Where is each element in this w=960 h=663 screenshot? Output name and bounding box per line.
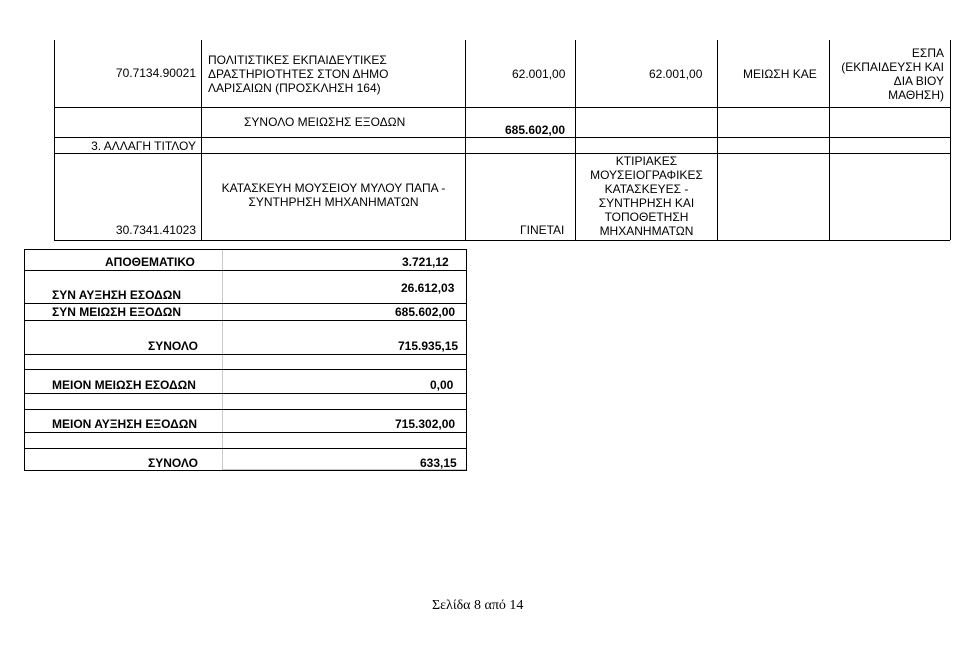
row3-becomes: ΓΙΝΕΤΑΙ xyxy=(520,223,565,237)
table-grid-line xyxy=(54,107,950,108)
reserve-label: ΑΠΟΘΕΜΑΤΙΚΟ xyxy=(105,255,195,269)
row1-note-line-1: ΕΣΠΑ xyxy=(911,46,944,60)
row1-description-line-2: ΔΡΑΣΤΗΡΙΟΤΗΤΕΣ ΣΤΟΝ ΔΗΜΟ xyxy=(208,67,389,81)
table-grid-line xyxy=(717,40,718,240)
income-increase-label: ΣΥΝ ΑΥΞΗΣΗ ΕΣΟΔΩΝ xyxy=(52,288,182,302)
row1-description-line-1: ΠΟΛΙΤΙΣΤΙΚΕΣ ΕΚΠΑΙΔΕΥΤΙΚΕΣ xyxy=(208,53,387,67)
summary-grid-line xyxy=(24,303,467,304)
row1-description-line-3: ΛΑΡΙΣΑΙΩΝ (ΠΡΟΣΚΛΗΣΗ 164) xyxy=(208,81,381,95)
page-number: Σελίδα 8 από 14 xyxy=(432,598,524,613)
summary-grid-line xyxy=(466,249,467,471)
total2-label: ΣΥΝΟΛΟ xyxy=(148,456,198,470)
table-grid-line xyxy=(201,40,202,240)
row3-new-title-line-4: ΣΥΝΤΗΡΗΣΗ ΚΑΙ xyxy=(598,196,695,210)
summary-grid-line xyxy=(24,369,467,370)
table-grid-line xyxy=(54,40,55,240)
table-grid-line xyxy=(54,240,950,241)
table-grid-line xyxy=(54,153,950,154)
row1-amount-2: 62.001,00 xyxy=(649,67,703,81)
income-decrease-label: ΜΕΙΟΝ ΜΕΙΩΣΗ ΕΣΟΔΩΝ xyxy=(52,378,196,392)
summary-grid-line xyxy=(24,448,467,449)
row3-code: 30.7341.41023 xyxy=(115,223,196,237)
income-increase-value: 26.612,03 xyxy=(401,281,455,295)
summary-grid-line xyxy=(24,393,467,394)
row2-total-value: 685.602,00 xyxy=(505,123,566,137)
row1-note-line-2: (ΕΚΠΑΙΔΕΥΣΗ ΚΑΙ xyxy=(841,60,944,74)
row1-amount-1: 62.001,00 xyxy=(512,67,566,81)
row3-new-title-line-5: ΤΟΠΟΘΕΤΗΣΗ xyxy=(604,210,689,224)
total1-value: 715.935,15 xyxy=(398,339,459,353)
summary-grid-line xyxy=(24,409,467,410)
table-grid-line xyxy=(465,40,466,240)
row3-new-title-line-1: ΚΤΙΡΙΑΚΕΣ xyxy=(615,154,678,168)
summary-grid-line xyxy=(24,249,25,471)
row2-total-label: ΣΥΝΟΛΟ ΜΕΙΩΣΗΣ ΕΞΟΔΩΝ xyxy=(244,115,406,129)
row1-code: 70.7134.90021 xyxy=(115,66,196,80)
expense-increase-label: ΜΕΙΟΝ ΑΥΞΗΣΗ ΕΞΟΔΩΝ xyxy=(52,417,198,431)
row1-note-line-3: ΔΙΑ ΒΙΟΥ xyxy=(893,74,944,88)
table-grid-line xyxy=(950,40,951,240)
summary-grid-line xyxy=(24,270,467,271)
row3-description-line-2: ΣΥΝΤΗΡΗΣΗ ΜΗΧΑΝΗΜΑΤΩΝ xyxy=(248,195,419,209)
summary-grid-line xyxy=(24,249,467,250)
row3-description-line-1: ΚΑΤΑΣΚΕΥΗ ΜΟΥΣΕΙΟΥ ΜΥΛΟΥ ΠΑΠΑ - xyxy=(221,181,446,195)
row3-section: 3. ΑΛΛΑΓΗ ΤΙΤΛΟΥ xyxy=(91,139,196,153)
income-decrease-value: 0,00 xyxy=(430,378,454,392)
table-grid-line xyxy=(54,137,950,138)
row3-new-title-line-6: ΜΗΧΑΝΗΜΑΤΩΝ xyxy=(599,224,694,238)
row1-note-line-4: ΜΑΘΗΣΗ) xyxy=(888,88,944,102)
expense-decrease-value: 685.602,00 xyxy=(395,305,456,319)
total1-label: ΣΥΝΟΛΟ xyxy=(148,339,198,353)
reserve-value: 3.721,12 xyxy=(402,255,449,269)
summary-grid-line xyxy=(24,354,467,355)
total2-value: 633,15 xyxy=(420,456,457,470)
summary-grid-line xyxy=(24,470,467,471)
row1-type: ΜΕΙΩΣΗ ΚΑΕ xyxy=(743,67,817,81)
row3-new-title-line-3: ΚΑΤΑΣΚΕΥΕΣ - xyxy=(604,182,689,196)
summary-grid-line xyxy=(222,249,223,471)
table-grid-line xyxy=(575,40,576,240)
summary-grid-line xyxy=(24,320,467,321)
expense-decrease-label: ΣΥΝ ΜΕΙΩΣΗ ΕΞΟΔΩΝ xyxy=(52,305,182,319)
summary-grid-line xyxy=(24,432,467,433)
expense-increase-value: 715.302,00 xyxy=(395,417,456,431)
row3-new-title-line-2: ΜΟΥΣΕΙΟΓΡΑΦΙΚΕΣ xyxy=(590,168,703,182)
